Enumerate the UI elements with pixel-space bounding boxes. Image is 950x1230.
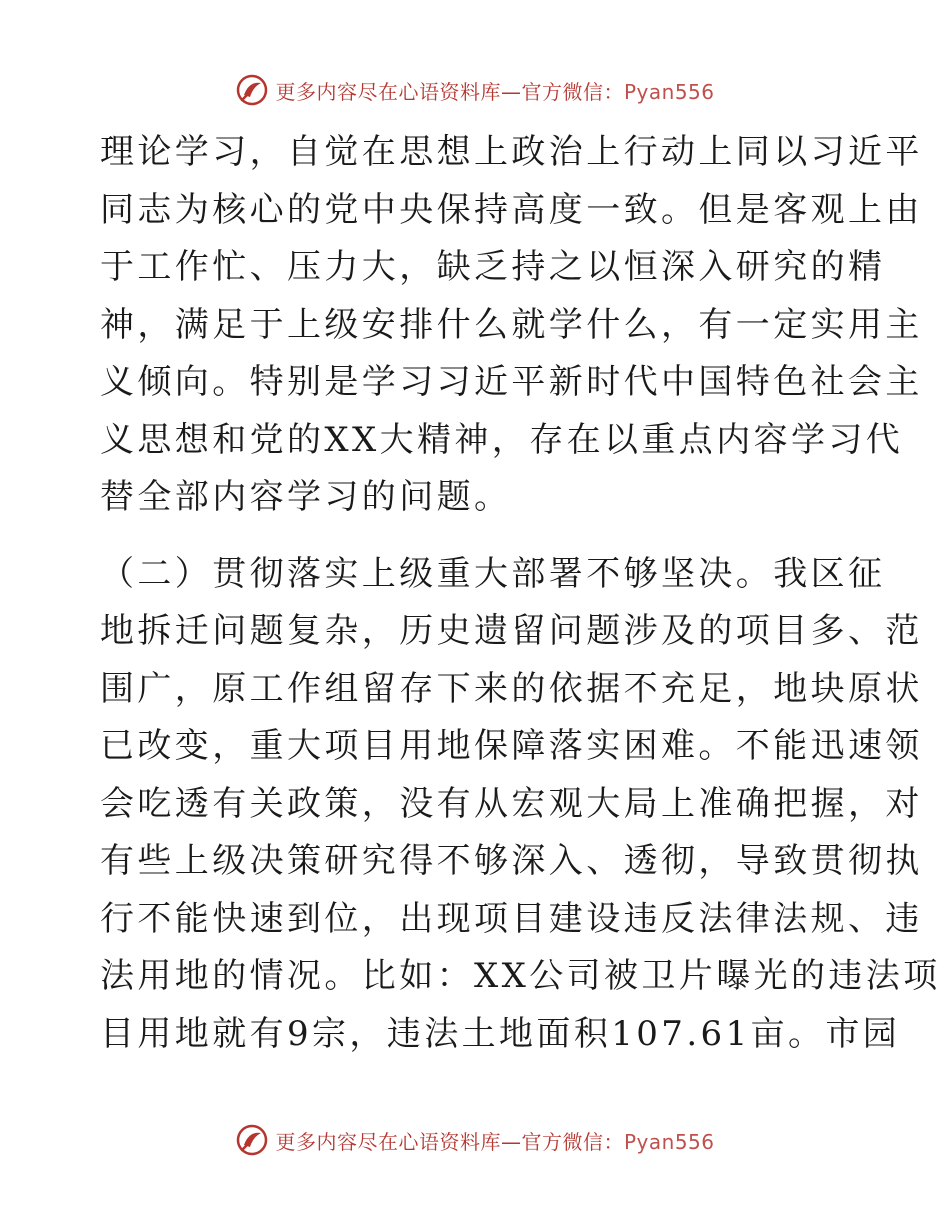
text-line: 义思想和党的XX大精神，存在以重点内容学习代 (100, 419, 904, 460)
brand-logo-icon (235, 73, 269, 107)
text-line: 于工作忙、压力大，缺乏持之以恒深入研究的精 (100, 247, 886, 287)
paragraph-1 (100, 124, 923, 527)
text-line: 有些上级决策研究得不够深入、透彻，导致贯彻执 (100, 841, 923, 881)
footer-watermark-text: 更多内容尽在心语资料库—官方微信：Pyan556 (275, 1129, 715, 1154)
text-line: 目用地就有9宗，违法土地面积107.61亩。市园 (100, 1013, 901, 1054)
text-line: 已改变，重大项目用地保障落实困难。不能迅速领 (100, 726, 923, 766)
text-line: 围广，原工作组留存下来的依据不充足，地块原状 (100, 668, 923, 709)
header-watermark (0, 70, 950, 110)
paragraph-2 (100, 546, 941, 1064)
text-line: 神，满足于上级安排什么就学什么，有一定实用主 (100, 304, 923, 345)
text-line: 会吃透有关政策，没有从宏观大局上准确把握，对 (100, 783, 923, 824)
header-watermark-text: 更多内容尽在心语资料库—官方微信：Pyan556 (275, 79, 715, 104)
text-line: 行不能快速到位，出现项目建设违反法律法规、违 (100, 898, 923, 939)
document-body (100, 124, 941, 1063)
text-line: 地拆迁问题复杂，历史遗留问题涉及的项目多、范 (100, 611, 923, 651)
brand-logo-icon (235, 1123, 269, 1157)
text-line: 法用地的情况。比如：XX公司被卫片曝光的违法项 (100, 956, 941, 996)
text-line: 义倾向。特别是学习习近平新时代中国特色社会主 (100, 362, 923, 402)
text-line: 同志为核心的党中央保持高度一致。但是客观上由 (100, 189, 923, 230)
text-line: 理论学习，自觉在思想上政治上行动上同以习近平 (100, 132, 923, 172)
text-line: 替全部内容学习的问题。 (100, 477, 512, 517)
footer-watermark (0, 1120, 950, 1160)
section-heading-line: （二）贯彻落实上级重大部署不够坚决。我区征 (100, 553, 886, 594)
